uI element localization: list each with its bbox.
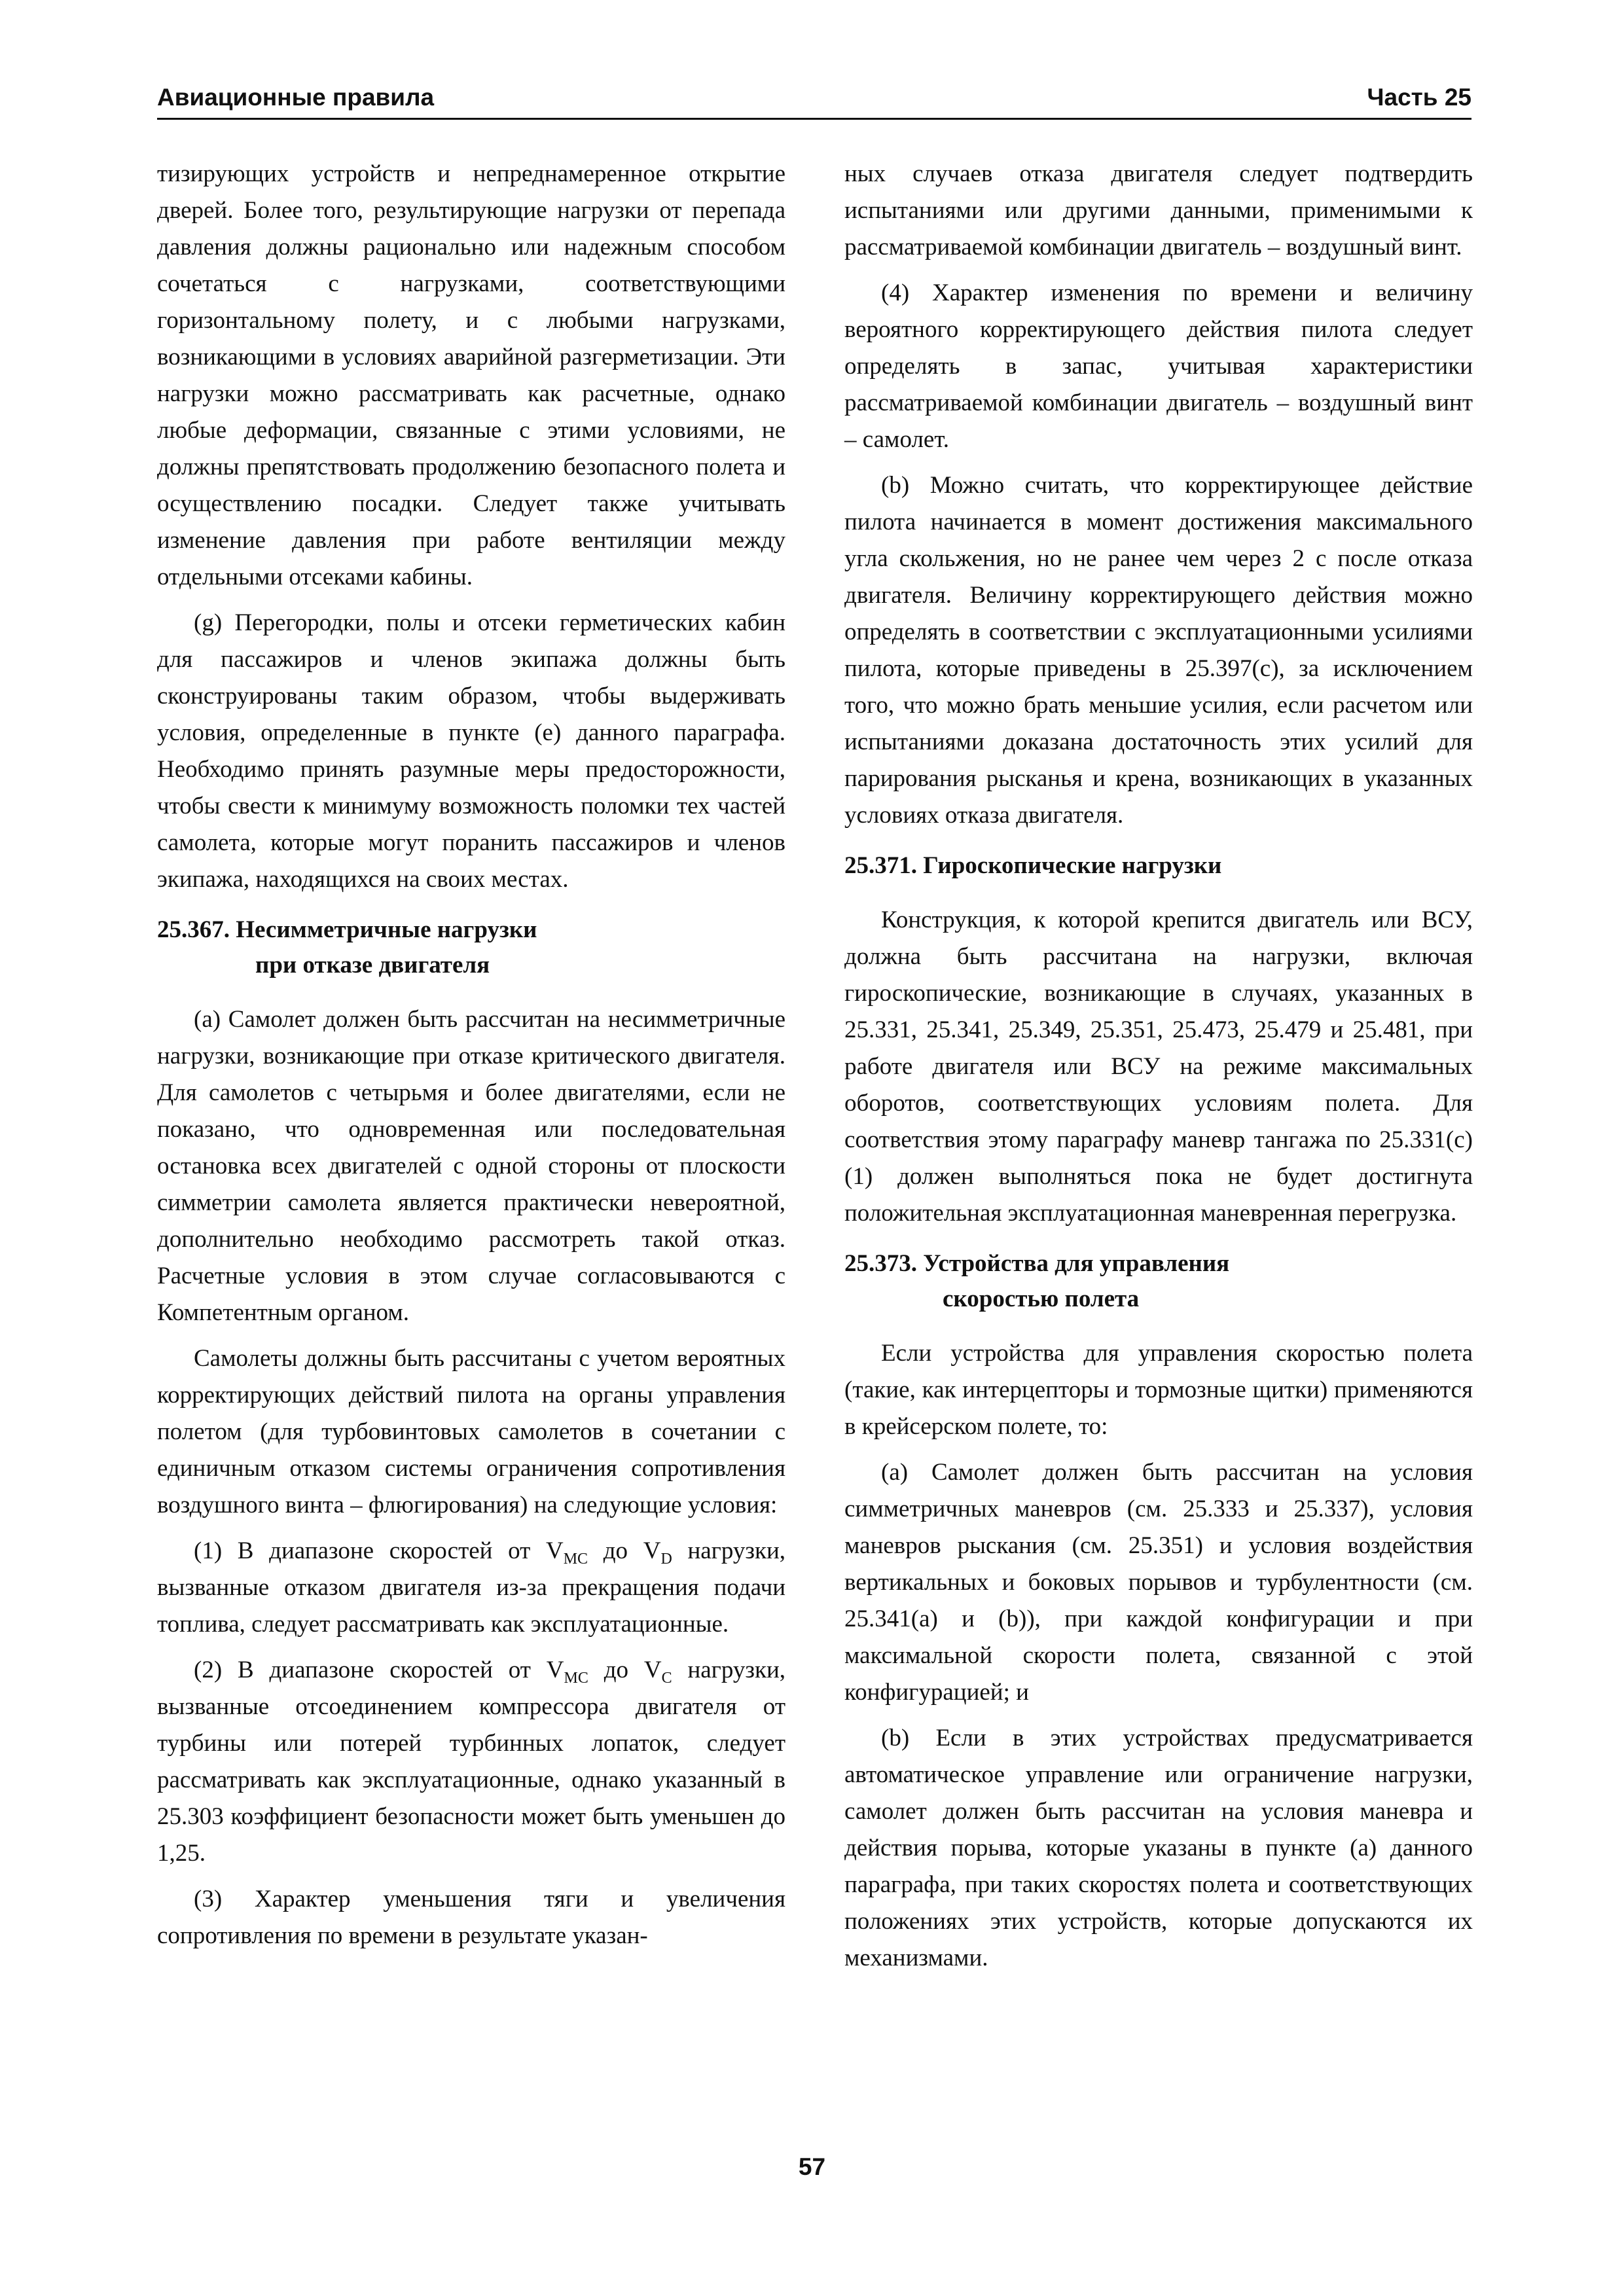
paragraph-2: (2) В диапазоне скоростей от $V_{MC}$ до $V_C$ нагрузки, вызванные отсоединением компрессора двигателя от турбины или потерей турбинных лопаток, следует рассматривать как эксплуатационные, однако указанный в 25.303 коэффициент безопасности может быть уменьшен до 1,25. xyxy=(157,1657,785,1867)
section-title-line1: Устройства для управления xyxy=(923,1250,1230,1277)
section-heading-25-371: 25.371. Гироскопические нагрузки xyxy=(844,852,1222,879)
paragraph-373-b: (b) Если в этих устройствах предусматривается автоматическое управление или ограничение нагрузки, самолет должен быть рассчитан на условия маневра и действия порыва, которые указаны в пункте (а) данного параграфа, при таких скоростях полета и соответствующих положениях этих устройств, которые допускаются их механизмами. xyxy=(844,1725,1473,1971)
paragraph-planes: Самолеты должны быть рассчитаны с учетом вероятных корректирующих действий пилота на органы управления полетом (для турбовинтовых самолетов в сочетании с единичным отказом системы ограничения сопротивления воздушного винта – флюгирования) на следующие условия: xyxy=(157,1345,785,1518)
right-column xyxy=(844,156,1473,1986)
paragraph-g: (g) Перегородки, полы и отсеки герметических кабин для пассажиров и членов экипажа должны быть сконструированы таким образом, чтобы выдерживать условия, определенные в пункте (е) данного параграфа. Необходимо принять разумные меры предосторожности, чтобы свести к минимуму возможность поломки тех частей самолета, которые могут поранить пассажиров и членов экипажа, находящихся на своих местах. xyxy=(157,609,785,893)
section-title-line2: скоростью полета xyxy=(943,1285,1140,1312)
paragraph-373-a: (а) Самолет должен быть рассчитан на условия симметричных маневров (см. 25.333 и 25.337), условия маневров рыскания (см. 25.351) и условия воздействия вертикальных и боковых порывов и турбулентности (см. 25.341(a) и (b)), при каждой конфигурации и при максимальной скорости полета, связанной с этой конфигурацией; и xyxy=(844,1459,1473,1706)
section-title-line1: Несимметричные нагрузки xyxy=(236,916,537,943)
section-heading-25-367 xyxy=(157,912,785,983)
subscript-d: D xyxy=(660,1551,672,1568)
section-title-line2: при отказе двигателя xyxy=(255,952,490,978)
header-part: Часть 25 xyxy=(1367,84,1471,111)
section-number: 25.367. xyxy=(157,916,230,943)
paragraph-1: (1) В диапазоне скоростей от $V_{MC}$ до $V_D$ нагрузки, вызванные отказом двигателя из-за прекращения подачи топлива, следует рассматривать как эксплуатационные. xyxy=(157,1537,785,1638)
paragraph-3: (3) Характер уменьшения тяги и увеличения сопротивления по времени в результате указан- xyxy=(157,1886,785,1949)
page-number: 57 xyxy=(798,2153,826,2180)
paragraph-continuation: тизирующих устройств и непреднамеренное открытие дверей. Более того, результирующие нагрузки от перепада давления должны рационально или надежным способом сочетаться с нагрузками, соответствующими горизонтальному полету, и с любыми нагрузками, возникающими в условиях аварийной разгерметизации. Эти нагрузки можно рассматривать как расчетные, однако любые деформации, связанные с этими условиями, не должны препятствовать продолжению безопасного полета и осуществлению посадки. Следует также учитывать изменение давления при работе вентиляции между отдельными отсеками кабины. xyxy=(157,160,785,590)
header-title: Авиационные правила xyxy=(157,84,435,111)
paragraph-373-intro: Если устройства для управления скоростью полета (такие, как интерцепторы и тормозные щитки) применяются в крейсерском полете, то: xyxy=(844,1340,1473,1440)
left-column xyxy=(157,156,785,1964)
subscript-c: C xyxy=(661,1670,672,1687)
section-heading-25-373 xyxy=(844,1246,1473,1317)
section-number: 25.373. xyxy=(844,1250,917,1277)
subscript-mc: MC xyxy=(563,1551,588,1568)
paragraph-4: (4) Характер изменения по времени и величину вероятного корректирующего действия пилота следует определять в запас, учитывая характеристики рассматриваемой комбинации двигатель – воздушный винт – самолет. xyxy=(844,279,1473,453)
paragraph-a: (а) Самолет должен быть рассчитан на несимметричные нагрузки, возникающие при отказе критического двигателя. Для самолетов с четырьмя и более двигателями, если не показано, что одновременная или последовательная остановка всех двигателей с одной стороны от плоскости симметрии самолета является практически невероятной, дополнительно необходимо рассмотреть такой отказ. Расчетные условия в этом случае согласовываются с Компетентным органом. xyxy=(157,1006,785,1326)
page-header xyxy=(157,77,1471,120)
paragraph-b: (b) Можно считать, что корректирующее действие пилота начинается в момент достижения максимального угла скольжения, но не ранее чем через 2 с после отказа двигателя. Величину корректирующего действия можно определять в соответствии с эксплуатационными усилиями пилота, которые приведены в 25.397(c), за исключением того, что можно брать меньшие усилия, если расчетом или испытаниями доказана достаточность этих усилий для парирования рысканья и крена, возникающих в указанных условиях отказа двигателя. xyxy=(844,472,1473,829)
paragraph-371: Конструкция, к которой крепится двигатель или ВСУ, должна быть рассчитана на нагрузки, включая гироскопические, возникающие в случаях, указанных в 25.331, 25.341, 25.349, 25.351, 25.473, 25.479 и 25.481, при работе двигателя или ВСУ на режиме максимальных оборотов, соответствующих условиям полета. Для соответствия этому параграфу маневр тангажа по 25.331(c)(1) должен выполняться пока не будет достигнута положительная эксплуатационная маневренная перегрузка. xyxy=(844,906,1473,1227)
subscript-mc: MC xyxy=(564,1670,588,1687)
paragraph-continuation: ных случаев отказа двигателя следует подтвердить испытаниями или другими данными, применимыми к рассматриваемой комбинации двигатель – воздушный винт. xyxy=(844,160,1473,260)
